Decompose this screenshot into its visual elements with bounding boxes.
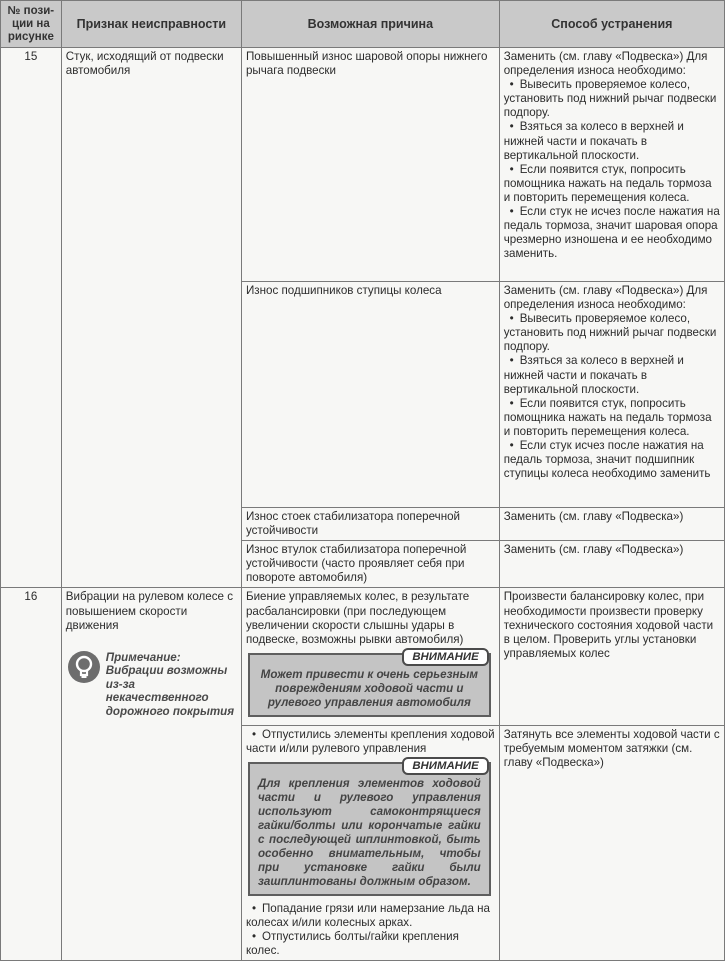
note-text (106, 651, 237, 719)
header-symptom: Признак неисправности (61, 1, 241, 48)
symptom-cell: Стук, исходящий от подвески автомобиля (61, 48, 241, 588)
fix-cell: Затянуть все элементы ходовой части с требуемым моментом затяжки (см. главу «Подвеска») (499, 725, 724, 961)
fix-intro: Заменить (см. главу «Подвеска») Для определения износа необходимо: (503, 50, 708, 78)
cause-cell (241, 725, 499, 961)
cause-cell (241, 588, 499, 725)
row-number: 16 (1, 588, 62, 961)
table-row (1, 48, 725, 282)
note-block (68, 651, 237, 719)
lightbulb-icon (68, 651, 100, 683)
fix-intro: Заменить (см. главу «Подвеска») Для определения износа необходимо: (503, 284, 708, 312)
symptom-text: Вибрации на рулевом колесе с повышением скорости движения (65, 590, 234, 632)
warning-text: Для крепления элементов ходовой части и рулевого управления используют самоконтрящиеся гайки/болты или корончатые гайки с последующей шплинтовкой, быть особенно внимательным, чтобы при установке гайки были зашплинтованы должным образом. (257, 777, 481, 889)
fix-step: • Вывесить проверяемое колесо, установить под нижний рычаг подвески подпору. (504, 78, 720, 120)
cause-cell: Износ втулок стабилизатора поперечной устойчивости (часто проявляет себя при повороте автомобиля) (241, 541, 499, 588)
warning-label: ВНИМАНИЕ (402, 648, 488, 666)
fix-cell (499, 48, 724, 282)
fix-cell: Произвести балансировку колес, при необходимости произвести проверку технического состояния ходовой части в целом. Проверить углы установки управляемых колес (499, 588, 724, 725)
symptom-cell (61, 588, 241, 961)
cause-item: • Отпустились элементы крепления ходовой части и/или рулевого управления (246, 728, 495, 756)
table-header-row (1, 1, 725, 48)
cause-cell: Износ подшипников ступицы колеса (241, 282, 499, 508)
fix-step: • Если появится стук, попросить помощника нажать на педаль тормоза и повторить перемещения колеса. (504, 397, 720, 439)
fix-step: • Вывесить проверяемое колесо, установить под нижний рычаг подвески подпору. (504, 312, 720, 354)
fix-cell (499, 282, 724, 508)
cause-item: • Отпустились болты/гайки крепления колес. (246, 930, 495, 958)
table-row (1, 588, 725, 725)
header-cause: Возможная причина (241, 1, 499, 48)
fix-step: • Если стук исчез после нажатия на педаль тормоза, значит подшипник ступицы колеса необходимо заменить (504, 439, 720, 481)
note-title: Примечание: (105, 650, 181, 664)
cause-item: • Попадание грязи или намерзание льда на колесах и/или колесных арках. (246, 902, 495, 930)
fix-step: • Если стук не исчез после нажатия на педаль тормоза, значит шаровая опора чрезмерно изношена и ее необходимо заменить. (504, 205, 720, 261)
fix-step: • Если появится стук, попросить помощника нажать на педаль тормоза и повторить перемещения колеса. (504, 163, 720, 205)
cause-cell: Повышенный износ шаровой опоры нижнего рычага подвески (241, 48, 499, 282)
cause-cell: Износ стоек стабилизатора поперечной устойчивости (241, 508, 499, 541)
warning-box (248, 650, 491, 717)
header-num: № пози-ции на рисунке (1, 1, 62, 48)
warning-text: Может привести к очень серьезным повреждениям ходовой части и рулевого управления автомобиля (260, 667, 478, 709)
row-number: 15 (1, 48, 62, 588)
fix-step: • Взяться за колесо в верхней и нижней части и покачать в вертикальной плоскости. (504, 120, 720, 162)
cause-text: Биение управляемых колес, в результате расбалансировки (при последующем увеличении скорости слышны удары в подвеске, возможны рывки автомобиля) (245, 590, 470, 646)
fix-cell: Заменить (см. главу «Подвеска») (499, 508, 724, 541)
note-body: Вибрации возможны из-за некачественного дорожного покрытия (105, 664, 235, 718)
warning-box (248, 762, 491, 896)
header-fix: Способ устранения (499, 1, 724, 48)
warning-label: ВНИМАНИЕ (402, 757, 488, 775)
fix-step: • Взяться за колесо в верхней и нижней части и покачать в вертикальной плоскости. (504, 354, 720, 396)
fix-cell: Заменить (см. главу «Подвеска») (499, 541, 724, 588)
